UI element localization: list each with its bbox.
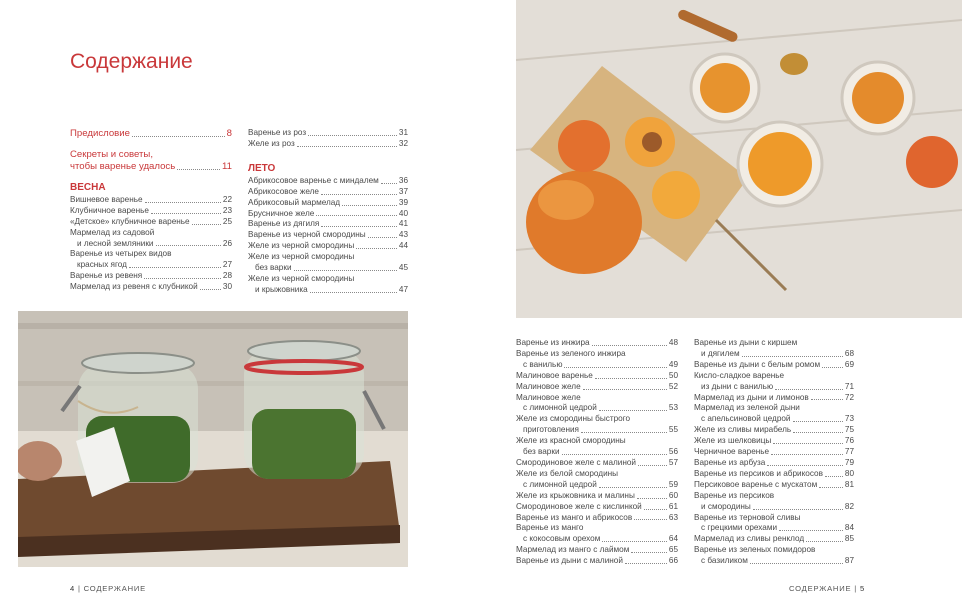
toc-entry-page: 50 (668, 370, 678, 380)
toc-entry-page: 75 (844, 425, 854, 435)
toc-entry-title: Мармелад из сливы ренклод (694, 534, 805, 544)
toc-entry-title: Персиковое варенье с мускатом (694, 479, 818, 489)
dot-leader (599, 487, 667, 488)
dot-leader (793, 432, 843, 433)
toc-entry-line[interactable]: Секреты и советы, (70, 149, 153, 160)
toc-entry-title: Варенье из дягиля (248, 219, 320, 229)
dot-leader (151, 213, 221, 214)
spacer (248, 150, 408, 160)
toc-entry-title: с ванилью (523, 359, 563, 369)
toc-entry-page: 68 (844, 348, 854, 358)
toc-entry-line[interactable]: Желе из белой смородины (516, 468, 619, 478)
toc-entry-page: 60 (668, 490, 678, 500)
toc-entry[interactable] (694, 360, 854, 371)
toc-entry[interactable] (694, 447, 854, 458)
toc-entry-page: 63 (668, 512, 678, 522)
toc-entry-title: Вишневое варенье (70, 194, 143, 204)
dot-leader (637, 498, 667, 499)
toc-entry[interactable] (516, 371, 678, 382)
toc-entry-title: Смородиновое желе с кислинкой (516, 501, 642, 511)
toc-entry-page: 57 (668, 457, 678, 467)
right-jar-jam (252, 409, 356, 479)
dot-leader (356, 248, 397, 249)
toc-entry-title: Желе из шелковицы (694, 436, 772, 446)
toc-entry-page: 87 (844, 556, 854, 566)
dot-leader (592, 345, 667, 346)
toc-entry-title: Желе из крыжовника и малины (516, 490, 635, 500)
right-jar-lid (248, 341, 360, 361)
toc-entry-title: Черничное варенье (694, 447, 770, 457)
dot-leader (625, 563, 667, 564)
toc-entry-page: 26 (222, 238, 232, 248)
page-number: 5 (859, 584, 865, 593)
toc-entry-title: Абрикосовое варенье с миндалем (248, 175, 379, 185)
toc-entry-line[interactable]: Варенье из дыни с киршем (694, 338, 798, 347)
toc-entry[interactable] (70, 282, 232, 293)
toc-entry-title: с лимонной цедрой (523, 479, 597, 489)
toc-entry-preface[interactable] (70, 128, 232, 140)
dot-leader (631, 552, 667, 553)
dot-leader (819, 487, 843, 488)
toc-entry-line[interactable]: Варенье из терновой сливы (694, 512, 801, 522)
toc-entry-page: 43 (398, 230, 408, 240)
dot-leader (132, 136, 225, 137)
toc-entry-page: 84 (844, 523, 854, 533)
toc-entry-title: Малиновое желе (516, 381, 581, 391)
jam-jars-illustration (18, 311, 408, 567)
toc-entry-title: Варенье из инжира (516, 338, 590, 347)
toc-entry-page: 25 (222, 216, 232, 226)
dot-leader (200, 289, 221, 290)
toc-entry[interactable] (694, 425, 854, 436)
toc-entry-title: с грецкими орехами (701, 523, 778, 533)
toc-entry-title: Клубничное варенье (70, 205, 149, 215)
toc-entry-title: с апельсиновой цедрой (701, 414, 791, 424)
dot-leader (750, 563, 843, 564)
toc-entry[interactable] (248, 209, 408, 220)
toc-entry-title: Варенье из роз (248, 128, 307, 137)
toc-entry-page: 37 (398, 186, 408, 196)
toc-entry[interactable] (516, 458, 678, 469)
dot-leader (581, 432, 667, 433)
toc-entry[interactable] (516, 425, 678, 436)
dot-leader (822, 367, 843, 368)
toc-entry-title: из дыни с ванилью (701, 381, 774, 391)
wall-plank (18, 323, 408, 329)
toc-entry-line[interactable]: Малиновое желе (516, 392, 581, 402)
dot-leader (321, 226, 397, 227)
toc-entry-page: 65 (668, 545, 678, 555)
toc-entry-line[interactable]: Варенье из зеленых помидоров (694, 545, 816, 555)
toc-entry-title: и крыжовника (255, 284, 308, 294)
dot-leader (144, 278, 221, 279)
toc-entry-page: 61 (668, 501, 678, 511)
toc-entry[interactable] (248, 263, 408, 274)
dot-leader (192, 224, 221, 225)
jam-right (852, 72, 904, 124)
dot-leader (381, 183, 397, 184)
toc-entry[interactable] (694, 382, 854, 393)
running-head: СОДЕРЖАНИЕ (789, 584, 852, 593)
toc-entry-line[interactable]: Варенье из манго (516, 523, 584, 533)
toc-entry[interactable] (694, 523, 854, 534)
toc-entry-title: Варенье из черной смородины (248, 230, 366, 240)
dot-leader (310, 292, 397, 293)
toc-column-3 (516, 338, 678, 567)
toc-entry-title: Варенье из персиков и абрикосов (694, 468, 823, 478)
toc-entry-page: 59 (668, 479, 678, 489)
toc-entry-page: 23 (222, 205, 232, 215)
toc-entry-page: 44 (398, 241, 408, 251)
toc-entry[interactable] (70, 260, 232, 271)
toc-entry[interactable] (694, 556, 854, 567)
toc-entry-page: 47 (398, 284, 408, 294)
toc-entry-title: Желе из роз (248, 138, 295, 148)
toc-entry-title: Варенье из ревеня (70, 271, 143, 281)
toc-entry[interactable] (694, 436, 854, 447)
toc-entry[interactable] (516, 480, 678, 491)
toc-entry[interactable] (516, 382, 678, 393)
toc-entry-page: 72 (844, 392, 854, 402)
toc-entry[interactable] (516, 403, 678, 414)
toc-entry-page: 41 (398, 219, 408, 229)
dot-leader (156, 245, 221, 246)
toc-entry[interactable] (516, 360, 678, 371)
toc-entry-title: с базиликом (701, 556, 748, 566)
dot-leader (564, 367, 666, 368)
toc-entry[interactable] (70, 217, 232, 228)
toc-entry[interactable] (70, 239, 232, 250)
toc-entry-title: без варки (523, 447, 560, 457)
toc-entry-title: «Детское» клубничное варенье (70, 216, 190, 226)
toc-entry-page: 8 (226, 128, 232, 139)
toc-entry-page: 77 (844, 447, 854, 457)
dot-leader (316, 215, 397, 216)
toc-entry[interactable] (516, 502, 678, 513)
apricot-pit (642, 132, 662, 152)
apricot-half (652, 171, 700, 219)
toc-entry[interactable] (516, 447, 678, 458)
toc-entry-title: с кокосовым орехом (523, 534, 601, 544)
toc-entry-page: 22 (222, 194, 232, 204)
toc-entry-title: Абрикосовый мармелад (248, 197, 341, 207)
dot-leader (825, 476, 843, 477)
dot-leader (779, 530, 843, 531)
dot-leader (644, 509, 667, 510)
toc-entry[interactable] (70, 206, 232, 217)
dot-leader (771, 454, 843, 455)
toc-entry[interactable] (248, 176, 408, 187)
toc-entry-title: Малиновое варенье (516, 370, 593, 380)
toc-entry-title: и смородины (701, 501, 751, 511)
toc-entry-line[interactable]: Мармелад из садовой (70, 227, 155, 237)
toc-entry[interactable] (694, 502, 854, 513)
toc-entry[interactable] (248, 139, 408, 150)
toc-entry[interactable] (516, 513, 678, 524)
apricot-jam-illustration (516, 0, 962, 318)
dot-leader (583, 389, 667, 390)
dot-leader (308, 135, 397, 136)
toc-entry-line[interactable]: Варенье из зеленого инжира (516, 348, 626, 358)
toc-entry-title: с лимонной цедрой (523, 403, 597, 413)
toc-column-4 (694, 338, 854, 567)
jam-center (748, 132, 812, 196)
toc-entry[interactable] (248, 187, 408, 198)
section-heading-spring: ВЕСНА (70, 181, 106, 193)
toc-entry-title: Желе из черной смородины (248, 241, 355, 251)
toc-entry-page: 40 (398, 208, 408, 218)
dot-leader (602, 541, 667, 542)
toc-entry-page: 36 (398, 175, 408, 185)
toc-entry-title: Мармелад из манго с лаймом (516, 545, 630, 555)
toc-entry[interactable] (248, 285, 408, 296)
toc-entry[interactable] (694, 349, 854, 360)
toc-entry-title: Мармелад из ревеня с клубникой (70, 282, 198, 292)
dot-leader (638, 465, 667, 466)
page-number: 4 (70, 584, 76, 593)
toc-entry[interactable] (248, 241, 408, 252)
toc-entry-title: Варенье из дыни с белым ромом (694, 359, 821, 369)
dot-leader (811, 399, 843, 400)
toc-entry-page: 66 (668, 556, 678, 566)
toc-entry[interactable] (70, 195, 232, 206)
toc-entry-line[interactable]: Желе из черной смородины (248, 252, 355, 262)
toc-entry[interactable] (70, 271, 232, 282)
page-number-right (789, 584, 865, 593)
toc-entry-secrets[interactable] (70, 161, 232, 173)
dot-leader (793, 421, 843, 422)
dot-leader (297, 146, 397, 147)
dot-leader (775, 389, 843, 390)
jam-jars-photo (18, 311, 408, 567)
toc-entry-title: приготовления (523, 425, 579, 435)
dot-leader (753, 509, 843, 510)
running-head: СОДЕРЖАНИЕ (83, 584, 146, 593)
dot-leader (773, 443, 843, 444)
toc-entry-page: 11 (222, 160, 232, 172)
dot-leader (145, 202, 221, 203)
folio-separator: | (77, 584, 81, 593)
toc-entry[interactable] (248, 198, 408, 209)
toc-entry[interactable] (694, 469, 854, 480)
dot-leader (177, 169, 220, 170)
toc-entry-title: Желе из сливы мирабель (694, 425, 792, 435)
toc-entry-line[interactable]: Желе из красной смородины (516, 436, 626, 446)
toc-entry-page: 53 (668, 403, 678, 413)
toc-entry[interactable] (516, 338, 678, 349)
dot-leader (294, 270, 397, 271)
toc-entry[interactable] (694, 480, 854, 491)
toc-entry-title: Брусничное желе (248, 208, 315, 218)
toc-entry-page: 64 (668, 534, 678, 544)
toc-entry-page: 71 (844, 381, 854, 391)
toc-column-2 (248, 128, 408, 296)
dot-leader (634, 519, 667, 520)
toc-entry[interactable] (694, 458, 854, 469)
dot-leader (129, 267, 221, 268)
toc-entry-line[interactable]: Варенье из четырех видов (70, 249, 172, 259)
toc-entry-line[interactable]: Желе из смородины быстрого (516, 414, 631, 424)
dot-leader (806, 541, 843, 542)
toc-entry-page: 55 (668, 425, 678, 435)
toc-entry-title: Предисловие (70, 128, 130, 139)
toc-entry-page: 81 (844, 479, 854, 489)
toc-entry-title: Варенье из дыни с малиной (516, 556, 623, 566)
toc-entry-page: 69 (844, 359, 854, 369)
toc-entry-page: 52 (668, 381, 678, 391)
folio-separator: | (854, 584, 858, 593)
page-title: Содержание (70, 50, 193, 73)
toc-entry-page: 27 (222, 260, 232, 270)
toc-entry-page: 73 (844, 414, 854, 424)
toc-entry-title: Мармелад из дыни и лимонов (694, 392, 809, 402)
dot-leader (342, 205, 397, 206)
toc-entry-title: без варки (255, 263, 292, 273)
toc-entry[interactable] (516, 534, 678, 545)
toc-entry-page: 80 (844, 468, 854, 478)
dot-leader (321, 194, 397, 195)
toc-entry-title: Варенье из манго и абрикосов (516, 512, 633, 522)
toc-entry-line[interactable]: Кисло-сладкое варенье (694, 370, 785, 380)
toc-entry-title: и дягилем (701, 348, 740, 358)
toc-entry-title: Смородиновое желе с малиной (516, 457, 637, 467)
toc-entry-page: 48 (668, 338, 678, 347)
toc-entry-line[interactable]: Варенье из персиков (694, 490, 775, 500)
left-jar-lid (82, 353, 194, 373)
toc-entry-title: и лесной земляники (77, 238, 154, 248)
toc-entry-title: красных ягод (77, 260, 127, 270)
dot-leader (368, 237, 397, 238)
toc-entry[interactable] (248, 230, 408, 241)
page-number-left (70, 584, 146, 593)
spoon-bowl (780, 53, 808, 75)
toc-entry[interactable] (516, 491, 678, 502)
toc-entry-page: 82 (844, 501, 854, 511)
apricot (906, 136, 958, 188)
toc-entry-line[interactable]: Желе из черной смородины (248, 273, 355, 283)
toc-entry[interactable] (516, 556, 678, 567)
toc-entry[interactable] (694, 393, 854, 404)
toc-entry-page: 45 (398, 263, 408, 273)
toc-entry-page: 28 (222, 271, 232, 281)
toc-entry[interactable] (248, 128, 408, 139)
toc-entry[interactable] (694, 414, 854, 425)
toc-entry-page: 79 (844, 457, 854, 467)
jam-top (700, 63, 750, 113)
dot-leader (742, 356, 843, 357)
section-heading-summer: ЛЕТО (248, 162, 276, 174)
apricot (558, 120, 610, 172)
dot-leader (599, 410, 667, 411)
toc-entry[interactable] (516, 545, 678, 556)
dot-leader (562, 454, 667, 455)
toc-entry-page: 30 (222, 282, 232, 292)
toc-entry-page: 39 (398, 197, 408, 207)
toc-entry-title: Варенье из арбуза (694, 457, 766, 467)
toc-entry-title: Абрикосовое желе (248, 186, 319, 196)
toc-column-1 (70, 128, 232, 293)
dot-leader (595, 378, 667, 379)
dot-leader (767, 465, 843, 466)
toc-entry-page: 31 (398, 128, 408, 137)
toc-entry-page: 32 (398, 138, 408, 148)
spacer (70, 173, 232, 179)
mango-highlight (538, 180, 594, 220)
toc-entry-page: 56 (668, 447, 678, 457)
toc-entry-page: 76 (844, 436, 854, 446)
toc-entry-title: чтобы варенье удалось (70, 160, 176, 172)
toc-entry[interactable] (694, 534, 854, 545)
toc-entry-line[interactable]: Мармелад из зеленой дыни (694, 403, 800, 413)
toc-entry-page: 49 (668, 359, 678, 369)
toc-entry[interactable] (248, 219, 408, 230)
apricot-jam-photo (516, 0, 962, 318)
toc-entry-page: 85 (844, 534, 854, 544)
